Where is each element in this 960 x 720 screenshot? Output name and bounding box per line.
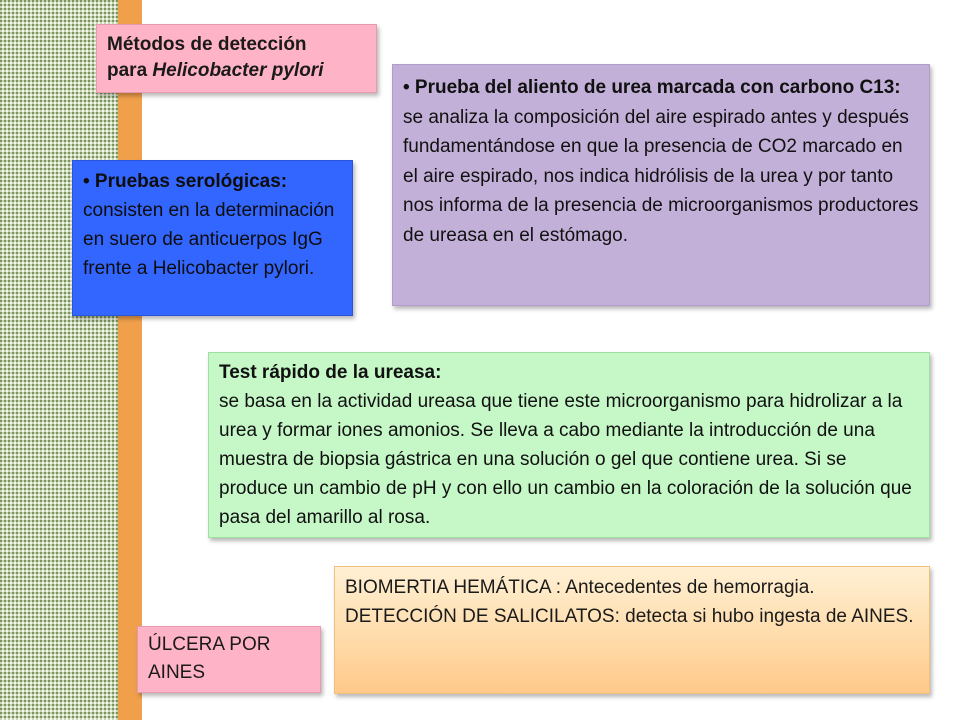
serologic-body: consisten en la determinación en suero de anticuerpos IgG frente a Helicobacter pylori. (83, 200, 335, 279)
ulcer-label: ÚLCERA POR AINES (148, 634, 271, 683)
breath-test-box (392, 64, 930, 306)
ulcer-label-box (137, 626, 321, 693)
breath-test-body: se analiza la composición del aire espirado antes y después fundamentándose en que la presencia de CO2 marcado en el aire espirado, nos indica hidrólisis de la urea y por tanto nos informa de la presencia de microorganismos productores de ureasa en el estómago. (403, 106, 919, 246)
title-line-2 (107, 58, 366, 84)
title-line-2-prefix: para (107, 60, 153, 81)
biometria-line: BIOMERTIA HEMÁTICA : Antecedentes de hemorragia. (345, 577, 815, 598)
salicylates-line: DETECCIÓN DE SALICILATOS: detecta si hubo ingesta de AINES. (345, 606, 914, 627)
decorative-pattern-strip (0, 0, 118, 720)
urease-test-heading: Test rápido de la ureasa: (219, 362, 442, 383)
urease-test-box (208, 352, 930, 538)
title-line-1: Métodos de detección (107, 34, 307, 55)
slide-title (96, 24, 377, 93)
title-organism: Helicobacter pylori (152, 60, 324, 81)
urease-test-body: se basa en la actividad ureasa que tiene este microorganismo para hidrolizar a la urea y formar iones amonios. Se lleva a cabo mediante la introducción de una muestra de biopsia gástrica en una solución o gel que contiene urea. Si se produce un cambio de pH y con ello un cambio en la coloración de la solución que pasa del amarillo al rosa. (219, 391, 912, 528)
serologic-heading: • Pruebas serológicas: (83, 171, 288, 192)
decorative-accent-bar (118, 0, 142, 720)
breath-test-heading: • Prueba del aliento de urea marcada con carbono C13: (403, 77, 901, 98)
aines-tests-box (334, 566, 930, 694)
serologic-tests-box (72, 160, 353, 316)
